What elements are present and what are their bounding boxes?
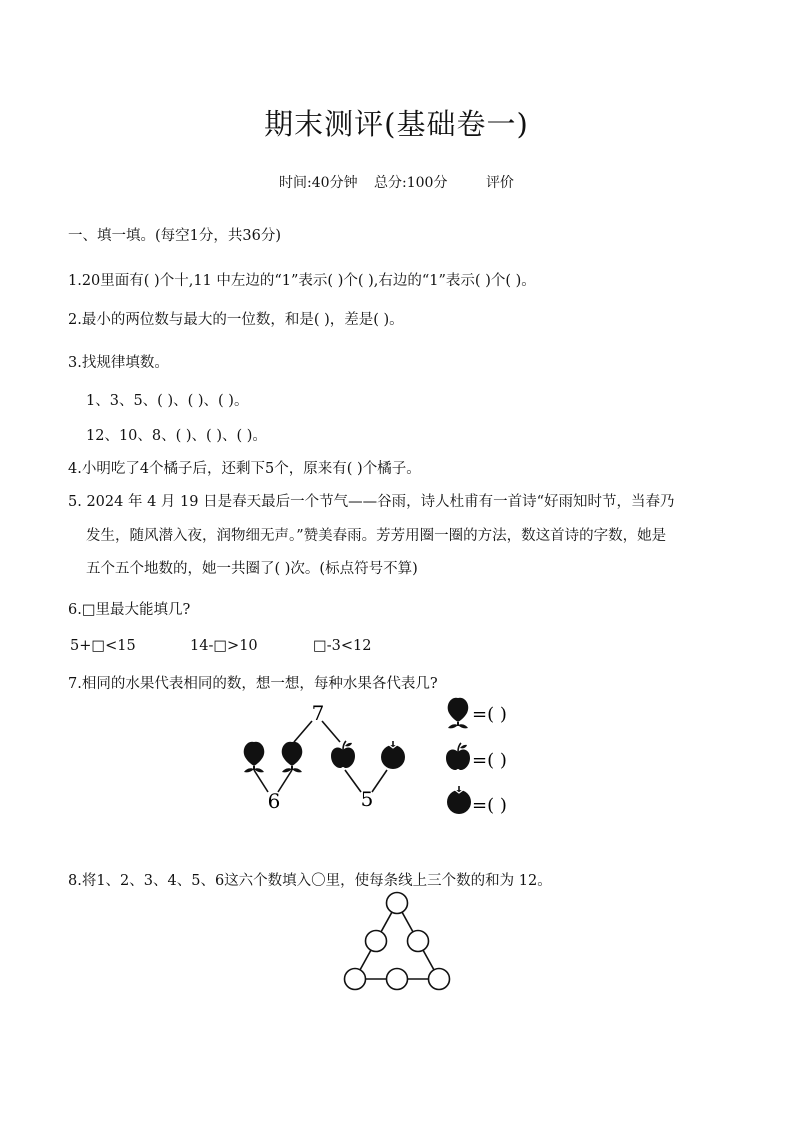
peach-icon — [244, 742, 265, 773]
apple-icon — [331, 741, 355, 768]
question-5-line-3: 五个五个地数的，她一共圈了( )次。(标点符号不算) — [86, 561, 418, 577]
question-1: 1.20里面有( )个十,11 中左边的“1”表示( )个( ),右边的“1”表示( )个( )。 — [68, 273, 536, 289]
total-score: 总分:100分 — [374, 175, 448, 191]
question-6-eq-1: 5+□<15 — [70, 638, 136, 654]
orange-answer: =( ) — [472, 795, 507, 816]
orange-icon — [381, 741, 405, 769]
peach-icon — [282, 742, 303, 773]
question-3-line-1: 1、3、5、( )、( )、( )。 — [86, 393, 249, 409]
answer-circle-bottom-mid[interactable] — [387, 969, 408, 990]
left-sum: 6 — [267, 789, 281, 813]
answer-circle-bottom-left[interactable] — [345, 969, 366, 990]
line-7-to-apple — [322, 721, 340, 742]
page-title: 期末测评(基础卷一) — [264, 107, 529, 141]
question-4: 4.小明吃了4个橘子后，还剩下5个，原来有( )个橘子。 — [68, 461, 421, 477]
apple-answer: =( ) — [472, 750, 507, 771]
top-number: 7 — [311, 701, 325, 725]
apple-icon — [446, 743, 470, 770]
question-2: 2.最小的两位数与最大的一位数，和是( )，差是( )。 — [68, 312, 404, 328]
question-6-eq-2: 14-□>10 — [190, 638, 258, 654]
answer-circle-right-mid[interactable] — [408, 931, 429, 952]
question-3-stem: 3.找规律填数。 — [68, 355, 169, 371]
question-5-line-1: 5. 2024 年 4 月 19 日是春天最后一个节气——谷雨，诗人杜甫有一首诗“好雨知时节，当春乃 — [68, 494, 675, 510]
right-sum: 5 — [360, 787, 374, 811]
question-6-eq-3: □-3<12 — [313, 638, 372, 654]
evaluation-label: 评价 — [485, 175, 514, 191]
line-orange-to-5 — [372, 770, 387, 792]
question-8: 8.将1、2、3、4、5、6这六个数填入〇里，使每条线上三个数的和为 12。 — [68, 873, 552, 889]
question-6-stem: 6.□里最大能填几? — [68, 602, 191, 618]
line-peach1-to-6 — [254, 770, 268, 792]
question-7-stem: 7.相同的水果代表相同的数，想一想，每种水果各代表几? — [68, 676, 438, 692]
answer-circle-top[interactable] — [387, 893, 408, 914]
peach-answer: =( ) — [472, 704, 507, 725]
question-3-line-2: 12、10、8、( )、( )、( )。 — [86, 428, 267, 444]
answer-circle-bottom-right[interactable] — [429, 969, 450, 990]
line-7-to-peach — [294, 721, 312, 742]
answer-circle-left-mid[interactable] — [366, 931, 387, 952]
line-apple-to-5 — [345, 770, 361, 792]
peach-icon — [448, 698, 469, 729]
question-5-line-2: 发生，随风潜入夜，润物细无声。”赞美春雨。芳芳用圈一圈的方法，数这首诗的字数，她是 — [86, 528, 667, 544]
section-heading: 一、填一填。(每空1分，共36分) — [68, 228, 281, 244]
orange-icon — [447, 786, 471, 814]
time-limit: 时间:40分钟 — [279, 175, 358, 191]
